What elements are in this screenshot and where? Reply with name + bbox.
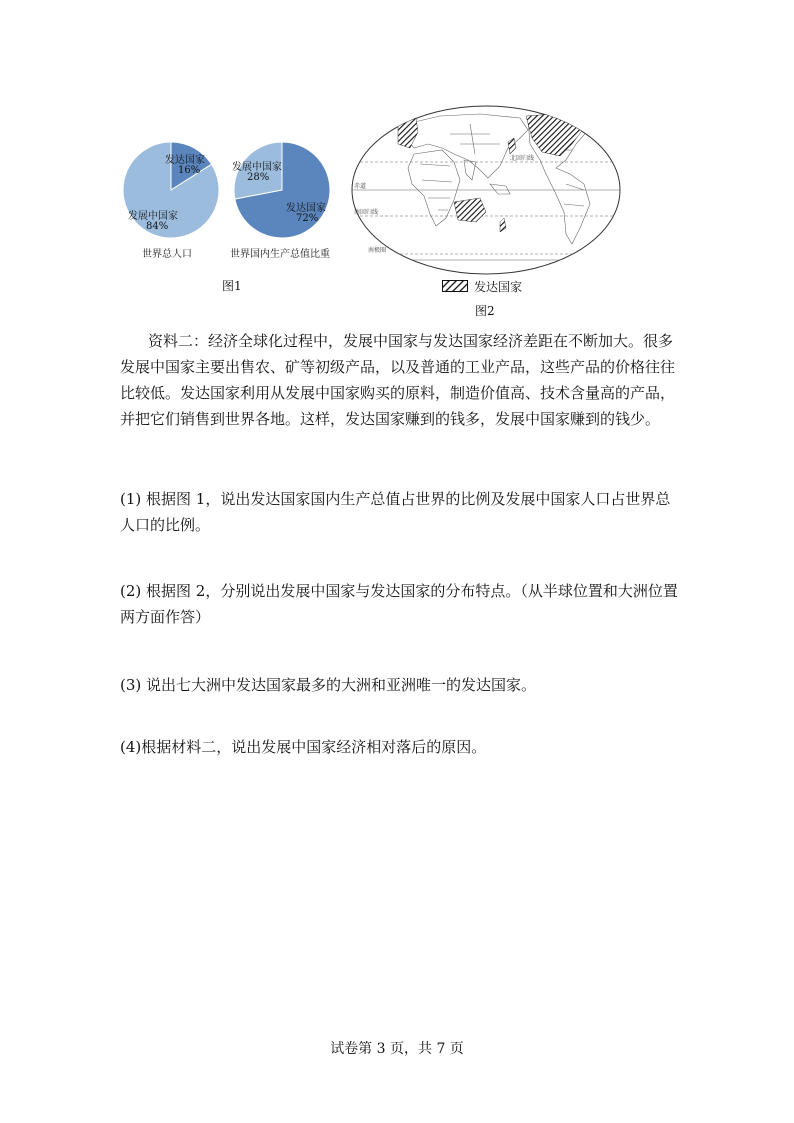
question-4: (4)根据材料二，说出发展中国家经济相对落后的原因。 <box>120 738 487 756</box>
figure2-caption: 图2 <box>475 304 495 318</box>
equator-label: 赤道 <box>354 183 367 190</box>
antarctic-label: 南极圈 <box>368 247 387 254</box>
pie2-developed-value: 72% <box>296 213 319 224</box>
legend-label: 发达国家 <box>474 280 523 294</box>
tropic-north-label: 北回归线 <box>510 155 535 162</box>
question-1: (1) 根据图 1，说出发达国家国内生产总值占世界的比例及发展中国家人口占世界总人口的比例。 <box>120 490 671 534</box>
figure1-caption: 图1 <box>222 279 242 293</box>
pie1-developing-label: 发展中国家 <box>128 211 178 222</box>
question-2: (2) 根据图 2，分别说出发展中国家与发达国家的分布特点。（从半球位置和大洲位置两方面作答） <box>120 582 678 626</box>
question-3: (3) 说出七大洲中发达国家最多的大洲和亚洲唯一的发达国家。 <box>120 676 537 694</box>
pie2-developing-label: 发展中国家 <box>232 162 282 173</box>
material2-paragraph <box>120 328 680 432</box>
pie1-developed-label: 发达国家 <box>165 155 205 166</box>
page-footer: 试卷第 3 页，共 7 页 <box>330 1041 464 1057</box>
pie1-developed-value: 16% <box>178 165 201 176</box>
pie1-developing-value: 84% <box>146 221 169 232</box>
figure2-world-map <box>350 104 622 276</box>
pie1-caption: 世界总人口 <box>142 249 192 260</box>
legend-hatch-swatch <box>442 280 468 292</box>
pie2-caption: 世界国内生产总值比重 <box>230 249 330 260</box>
material2-text: 资料二：经济全球化过程中，发展中国家与发达国家经济差距在不断加大。很多发展中国家主要出售农、矿等初级产品，以及普通的工业产品，这些产品的价格往往比较低。发达国家利用从发展中国家购买的原料，制造价值高、技术含量高的产品，并把它们销售到世界各地。这样，发达国家赚到的钱多，发展中国家赚到的钱少。 <box>120 332 676 428</box>
pie2-developed-label: 发达国家 <box>286 203 326 214</box>
pie2-developing-value: 28% <box>247 172 270 183</box>
tropic-south-label: 南回归线 <box>354 209 379 216</box>
